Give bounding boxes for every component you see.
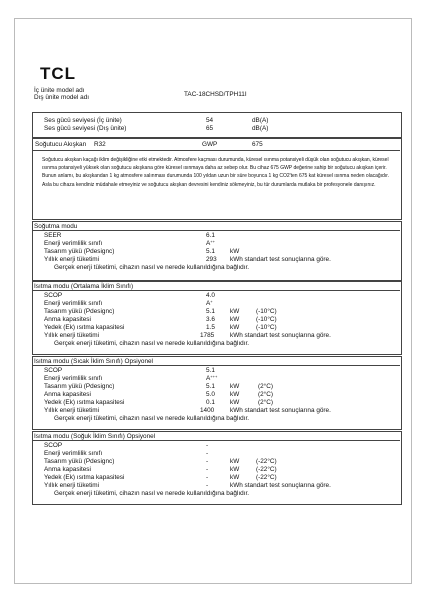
divider (32, 365, 400, 366)
row-label: Tasarım yükü (Pdesignc) (44, 308, 115, 315)
row-value: - (206, 458, 209, 465)
row-label: Yıllık enerji tüketimi (44, 482, 100, 489)
row-unit: kW (230, 316, 240, 323)
row-temp: (-10°C) (256, 316, 277, 323)
row-unit: kW (230, 458, 240, 465)
row-unit: kW (230, 324, 240, 331)
indoor-model-label: İç ünite model adı (34, 87, 85, 94)
row-value: A++ (206, 239, 215, 247)
row-unit: kW (230, 391, 240, 398)
refrigerant-notice: Soğutucu akışkan kaçağı iklim değişikliğine etki etmektedir. Atmosfere kaçması durumunda, küresel ısınma potansiyeli düşük olan soğutucu akışkan, küresel ısınma potansiyeli yüksek olan soğutucu akışkana göre küresel ısınmaya daha az sebep olur. Bu cihaz 675 GWP değerine sahip bir soğutucu akışkan içerir. Bunun anlamı, bu akışkandan 1 kg atmosfere salınması durumunda 100 yıldan uzun bir süre boyunca 1 kg CO2'ten 675 kat küresel ısınma neden olacağıdır. Asla bu cihaza kendiniz müdahale etmeyiniz ve soğutucu akışkan devresini kendiniz sökmeyiniz, bu tür durumlarda mutlaka bir profesyonele danışınız. (42, 157, 389, 188)
row-unit: kWh standart test sonuçlarına göre. (230, 256, 331, 263)
sound-outdoor-unit: dB(A) (252, 125, 269, 132)
row-label: Enerji verimlilik sınıfı (44, 300, 103, 307)
usage-note: Gerçek enerji tüketimi, cihazın nasıl ve nerede kullanıldığına bağlıdır. (54, 340, 250, 347)
row-value: 5.1 (206, 308, 215, 315)
row-unit: kW (230, 466, 240, 473)
row-label: SCOP (44, 442, 63, 449)
row-value: - (206, 474, 209, 481)
gwp-value: 675 (252, 141, 263, 148)
section-title: Soğutma modu (34, 223, 78, 230)
row-temp: (2°C) (258, 383, 273, 390)
row-unit: kW (230, 308, 240, 315)
row-label: Tasarım yükü (Pdesignc) (44, 248, 115, 255)
row-label: Yıllık enerji tüketimi (44, 407, 100, 414)
row-label: Yıllık enerji tüketimi (44, 332, 100, 339)
section-title: Isıtma modu (Soğuk İklim Sınıfı) Opsiyonel (34, 433, 156, 440)
row-label: SCOP (44, 367, 63, 374)
row-unit: kW (230, 383, 240, 390)
row-value: - (206, 482, 209, 489)
row-value: 5.1 (206, 367, 215, 374)
usage-note: Gerçek enerji tüketimi, cihazın nasıl ve nerede kullanıldığına bağlıdır. (54, 415, 250, 422)
refrigerant-label: Soğutucu Akışkan (35, 141, 87, 148)
row-value: 1400 (200, 407, 215, 414)
row-value: 5.0 (206, 391, 215, 398)
model-name: TAC-18CHSD/TPH11I (184, 91, 247, 98)
brand-logo: TCL (40, 64, 77, 83)
usage-note: Gerçek enerji tüketimi, cihazın nasıl ve nerede kullanıldığına bağlıdır. (54, 490, 250, 497)
row-temp: (-22°C) (256, 466, 277, 473)
divider (32, 150, 400, 151)
row-label: Yedek (Ek) ısıtma kapasitesi (44, 474, 125, 481)
row-value: - (206, 450, 209, 457)
section-title: Isıtma modu (Sıcak İklim Sınıfı) Opsiyonel (34, 358, 153, 365)
row-unit: kW (230, 474, 240, 481)
row-temp: (-10°C) (256, 308, 277, 315)
refrigerant-value: R32 (94, 141, 106, 148)
row-label: Yıllık enerji tüketimi (44, 256, 100, 263)
row-label: Tasarım yükü (Pdesignc) (44, 383, 115, 390)
row-unit: kWh standart test sonuçlarına göre. (230, 482, 331, 489)
row-label: Anma kapasitesi (44, 466, 91, 473)
row-temp: (2°C) (258, 391, 273, 398)
section-title: Isıtma modu (Ortalama İklim Sınıfı) (34, 283, 134, 290)
row-label: Tasarım yükü (Pdesignc) (44, 458, 115, 465)
divider (32, 230, 400, 231)
sound-outdoor-value: 65 (206, 125, 214, 132)
row-label: Enerji verimlilik sınıfı (44, 240, 103, 247)
row-value: 6.1 (206, 232, 215, 239)
row-value: 5.1 (206, 383, 215, 390)
sound-outdoor-label: Ses gücü seviyesi (Dış ünite) (44, 125, 127, 132)
gwp-label: GWP (202, 141, 218, 148)
row-label: Enerji verimlilik sınıfı (44, 375, 103, 382)
row-unit: kW (230, 399, 240, 406)
row-temp: (2°C) (258, 399, 273, 406)
row-value: 1785 (200, 332, 215, 339)
row-temp: (-10°C) (256, 324, 277, 331)
sound-indoor-value: 54 (206, 117, 214, 124)
row-value: 1.5 (206, 324, 215, 331)
row-value: - (206, 466, 209, 473)
row-value: A+ (206, 299, 213, 307)
outdoor-model-label: Dış ünite model adı (34, 94, 90, 101)
row-temp: (-22°C) (256, 458, 277, 465)
row-label: SCOP (44, 292, 63, 299)
row-label: Yedek (Ek) ısıtma kapasitesi (44, 399, 125, 406)
row-label: SEER (44, 232, 62, 239)
usage-note: Gerçek enerji tüketimi, cihazın nasıl ve nerede kullanıldığına bağlıdır. (54, 264, 250, 271)
row-value: A+++ (206, 374, 218, 382)
row-value: - (206, 442, 209, 449)
row-value: 5.1 (206, 248, 215, 255)
row-value: 3.6 (206, 316, 215, 323)
row-unit: kWh standart test sonuçlarına göre. (230, 332, 331, 339)
row-unit: kW (230, 248, 240, 255)
row-temp: (-22°C) (256, 474, 277, 481)
row-label: Anma kapasitesi (44, 316, 91, 323)
sound-indoor-unit: dB(A) (252, 117, 269, 124)
row-label: Anma kapasitesi (44, 391, 91, 398)
sound-indoor-label: Ses gücü seviyesi (İç ünite) (44, 117, 122, 124)
row-label: Enerji verimlilik sınıfı (44, 450, 103, 457)
row-value: 4.0 (206, 292, 215, 299)
divider (32, 290, 400, 291)
row-value: 0.1 (206, 399, 215, 406)
row-label: Yedek (Ek) ısıtma kapasitesi (44, 324, 125, 331)
row-value: 293 (206, 256, 217, 263)
divider (32, 440, 400, 441)
row-unit: kWh standart test sonuçlarına göre. (230, 407, 331, 414)
